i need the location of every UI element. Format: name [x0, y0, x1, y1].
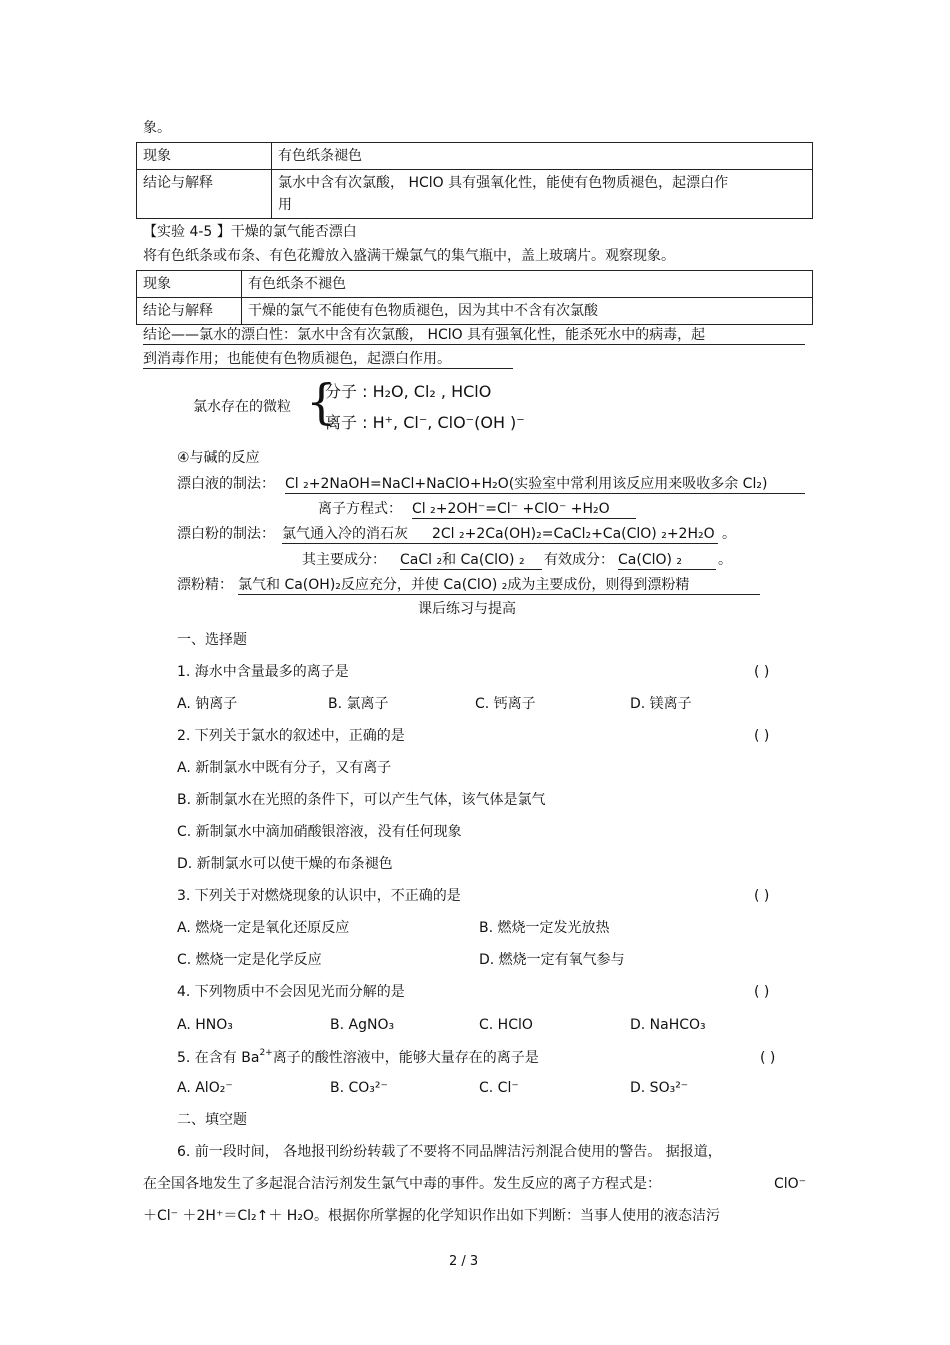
bleach-liquid-label: 漂白液的制法：: [177, 476, 275, 492]
option: B. 氯离子: [328, 696, 389, 712]
particles-label: 氯水存在的微粒: [193, 399, 291, 415]
option: A. HNO₃: [177, 1017, 233, 1033]
conclusion-line: 到消毒作用；也能使有色物质褪色，起漂白作用。: [143, 350, 513, 369]
option: A. 新制氯水中既有分子，又有离子: [177, 760, 392, 776]
section-heading: 二、填空题: [177, 1112, 247, 1128]
bleach-liquid-equation: Cl ₂+2NaOH=NaCl+NaClO+H₂O(实验室中常利用该反应用来吸收多余 Cl₂): [285, 475, 805, 494]
bleach-powder-equation: 2Cl ₂+2Ca(OH)₂=CaCl₂+Ca(ClO) ₂+2H₂O: [432, 525, 718, 544]
option: B. CO₃²⁻: [330, 1080, 388, 1096]
conclusion-line: 结论——氯水的漂白性：氯水中含有次氯酸， HClO 具有强氧化性，能杀死水中的病毒，起: [143, 326, 805, 345]
table-cell-label: 结论与解释: [137, 170, 272, 219]
table-cell-value: 有色纸条不褪色: [242, 271, 813, 298]
option: B. AgNO₃: [330, 1017, 395, 1033]
question-stem-part: 离子的酸性溶液中，能够大量存在的离子是: [272, 1050, 539, 1066]
option: D. NaHCO₃: [630, 1017, 706, 1033]
answer-bracket: ( ): [754, 888, 770, 904]
table-cell-label: 现象: [137, 271, 242, 298]
exercise-title: 课后练习与提高: [418, 601, 516, 617]
table-row: [137, 298, 813, 325]
experiment-title: 【实验 4-5 】干燥的氯气能否漂白: [143, 224, 357, 240]
option: B. 新制氯水在光照的条件下，可以产生气体，该气体是氯气: [177, 792, 546, 808]
particles-ions: 离子 : H⁺, Cl⁻, ClO⁻(OH )⁻: [325, 413, 525, 432]
question-stem-part: 5. 在含有 Ba: [177, 1050, 260, 1066]
section-heading: 一、选择题: [177, 632, 247, 648]
option: C. HClO: [479, 1017, 533, 1033]
option: C. 新制氯水中滴加硝酸银溶液，没有任何现象: [177, 824, 462, 840]
table-cell-value: [272, 170, 813, 219]
option: A. AlO₂⁻: [177, 1080, 233, 1096]
table-cell-value: 干燥的氯气不能使有色物质褪色，因为其中不含有次氯酸: [242, 298, 813, 325]
option: C. 燃烧一定是化学反应: [177, 952, 322, 968]
table-cell-line: 用: [278, 197, 292, 213]
effective-component: Ca(ClO) ₂: [618, 551, 716, 570]
top-tail-text: 象。: [143, 120, 171, 136]
question-stem: 4. 下列物质中不会因见光而分解的是: [177, 984, 405, 1000]
answer-bracket: ( ): [754, 984, 770, 1000]
bleach-essence-label: 漂粉精：: [177, 577, 233, 593]
option: A. 钠离子: [177, 696, 238, 712]
bleach-essence-text: 氯气和 Ca(OH)₂反应充分，并使 Ca(ClO) ₂成为主要成份，则得到漂粉精: [238, 576, 760, 595]
punctuation: 。: [718, 552, 732, 568]
table-cell-line: 氯水中含有次氯酸， HClO 具有强氧化性，能使有色物质褪色，起漂白作: [278, 175, 729, 191]
question-stem: [177, 1049, 539, 1069]
effective-component-label: 有效成分：: [544, 552, 614, 568]
section-heading: ④与碱的反应: [177, 450, 260, 466]
table-experiment-result-2: [136, 270, 813, 325]
question-stem: 3. 下列关于对燃烧现象的认识中，不正确的是: [177, 888, 461, 904]
option: D. 镁离子: [630, 696, 692, 712]
table-cell-label: 结论与解释: [137, 298, 242, 325]
brace-icon: {: [306, 374, 337, 430]
superscript: 2+: [259, 1048, 273, 1058]
table-row: [137, 271, 813, 298]
page-number: 2 / 3: [449, 1254, 479, 1269]
table-cell-label: 现象: [137, 143, 272, 170]
ionic-equation: Cl ₂+2OH⁻=Cl⁻ +ClO⁻ +H₂O: [412, 500, 636, 519]
main-component: CaCl ₂和 Ca(ClO) ₂: [400, 551, 542, 570]
answer-bracket: ( ): [760, 1050, 776, 1066]
option: A. 燃烧一定是氧化还原反应: [177, 920, 350, 936]
option: C. Cl⁻: [479, 1080, 519, 1096]
paragraph-line: 在全国各地发生了多起混合洁污剂发生氯气中毒的事件。发生反应的离子方程式是：: [143, 1176, 661, 1192]
option: C. 钙离子: [475, 696, 536, 712]
experiment-description: 将有色纸条或布条、有色花瓣放入盛满干燥氯气的集气瓶中，盖上玻璃片。观察现象。: [143, 248, 675, 264]
table-experiment-result-1: [136, 142, 813, 219]
punctuation: 。: [722, 526, 736, 542]
main-component-label: 其主要成分：: [302, 552, 386, 568]
paragraph-line: ＋Cl⁻ ＋2H⁺＝Cl₂↑＋ H₂O。根据你所掌握的化学知识作出如下判断：当事人使用的液态洁污: [143, 1208, 720, 1224]
answer-bracket: ( ): [754, 728, 770, 744]
table-row: [137, 143, 813, 170]
question-stem: 2. 下列关于氯水的叙述中，正确的是: [177, 728, 405, 744]
question-stem: 1. 海水中含量最多的离子是: [177, 664, 349, 680]
option: D. SO₃²⁻: [630, 1080, 689, 1096]
paragraph-line: 6. 前一段时间， 各地报刊纷纷转载了不要将不同品牌洁污剂混合使用的警告。 据报道，: [177, 1144, 722, 1160]
option: D. 燃烧一定有氧气参与: [479, 952, 625, 968]
bleach-powder-label: 漂白粉的制法：: [177, 526, 275, 542]
ionic-equation-label: 离子方程式：: [318, 501, 402, 517]
table-row: [137, 170, 813, 219]
paragraph-line-end: ClO⁻: [774, 1176, 807, 1192]
option: D. 新制氯水可以使干燥的布条褪色: [177, 856, 393, 872]
option: B. 燃烧一定发光放热: [479, 920, 610, 936]
particles-molecules: 分子 : H₂O, Cl₂ , HClO: [325, 382, 492, 401]
bleach-powder-text: 氯气通入冷的消石灰: [282, 525, 432, 544]
answer-bracket: ( ): [754, 664, 770, 680]
table-cell-value: 有色纸条褪色: [272, 143, 813, 170]
